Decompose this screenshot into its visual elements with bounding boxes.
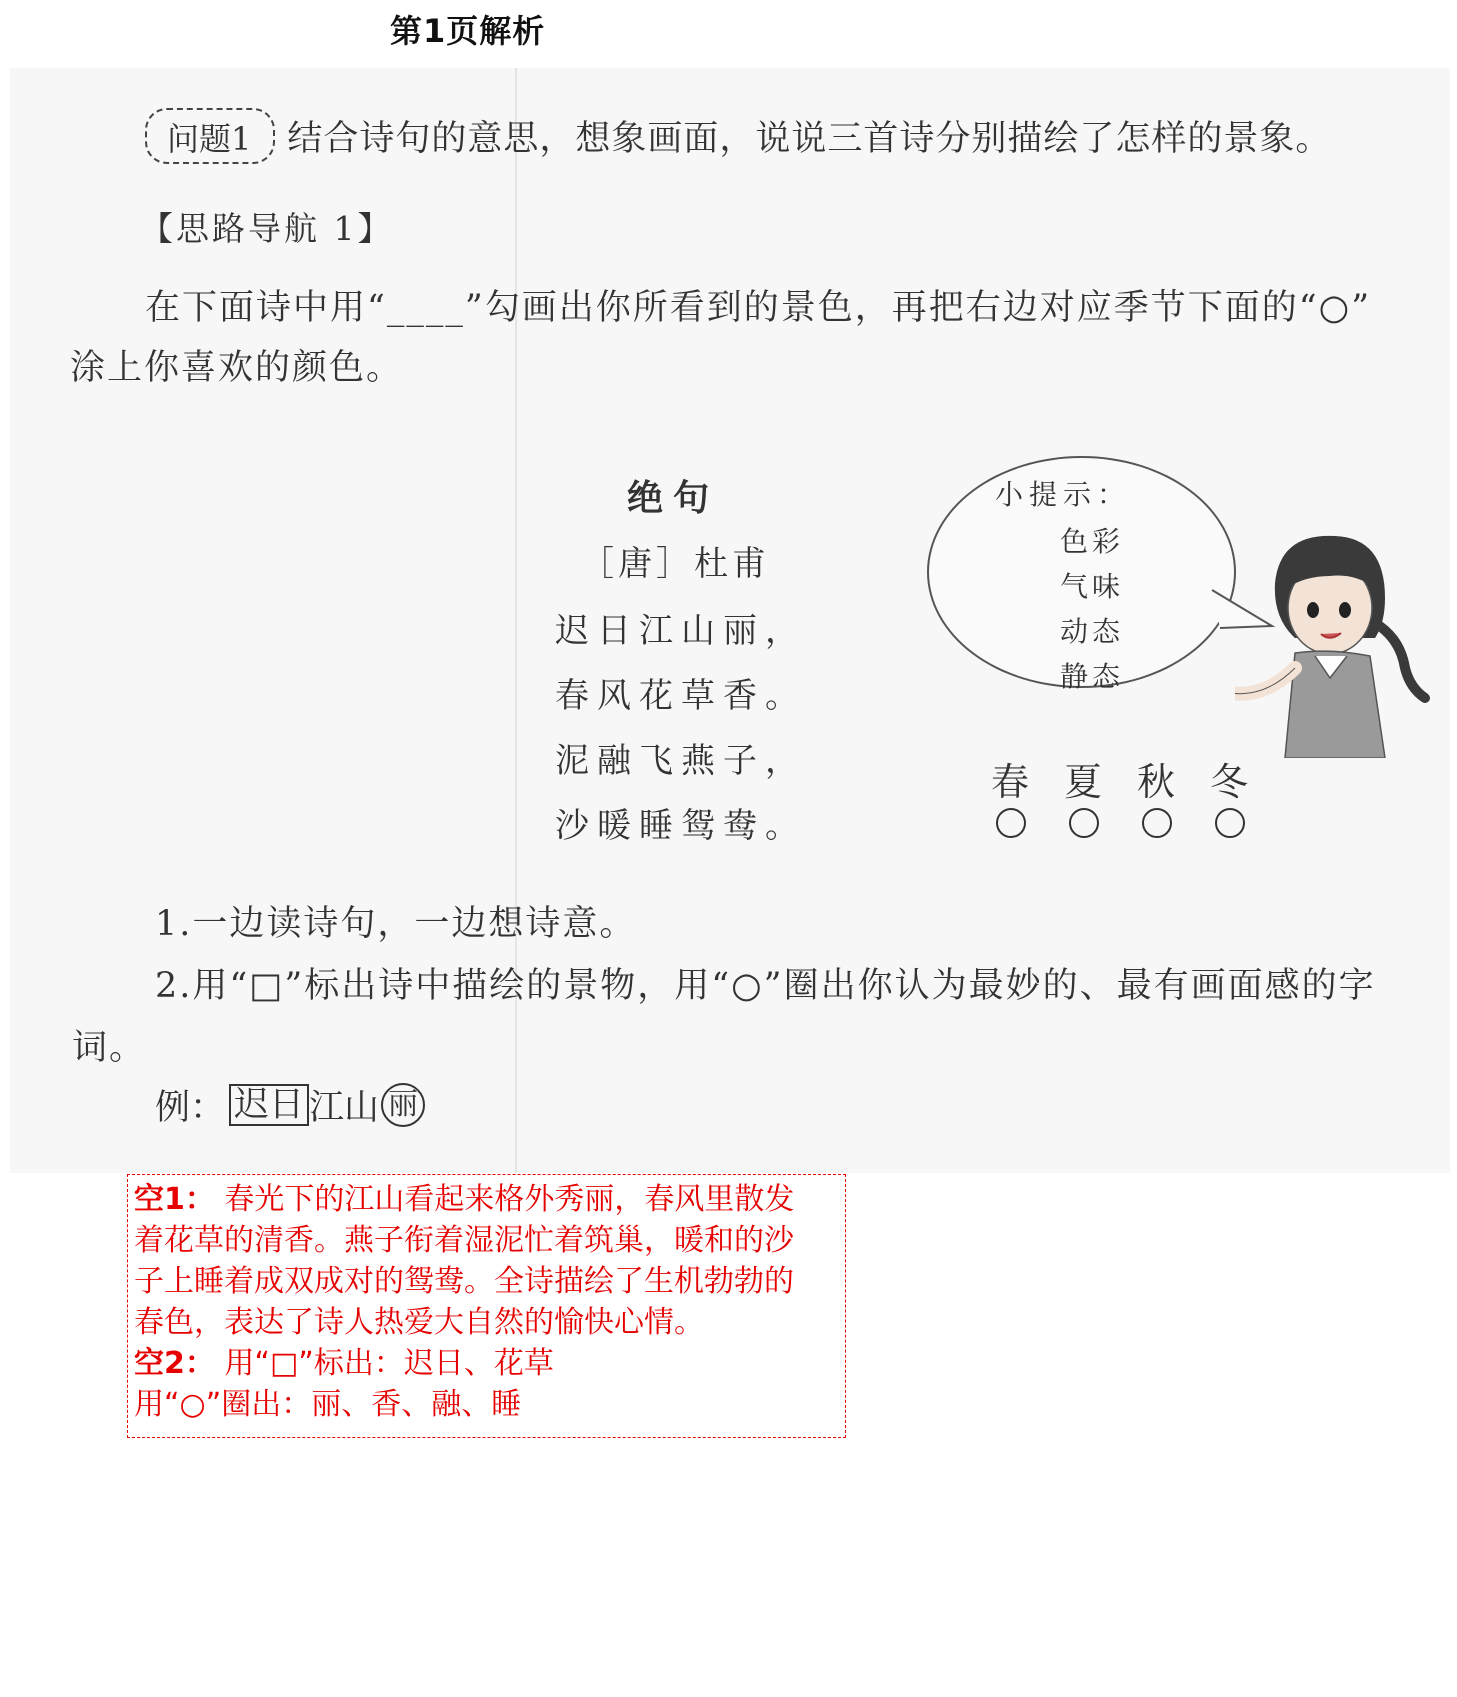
answer-box <box>127 1174 846 1438</box>
season-spring: 春 <box>990 760 1029 804</box>
tip-item-still: 静态 <box>1060 660 1125 693</box>
example-row <box>155 1080 425 1130</box>
poem-line-4: 沙暖睡鸳鸯。 <box>555 806 807 846</box>
poem-author: ［唐］杜甫 <box>580 544 770 584</box>
poem-line-1: 迟日江山丽， <box>555 611 807 651</box>
example-plain-word: 江山 <box>309 1088 380 1128</box>
question-badge: 问题1 <box>145 108 275 164</box>
task-1: 1.一边读诗句，一边想诗意。 <box>155 904 637 944</box>
nav-heading: 【思路导航 1】 <box>140 209 394 248</box>
page-title: 第1页解析 <box>390 12 546 50</box>
answer-blank-1-line-1 <box>134 1179 839 1220</box>
poem-line-3: 泥融飞燕子， <box>555 741 807 781</box>
season-winter-circle-icon <box>1215 808 1245 838</box>
example-circled-word: 丽 <box>381 1083 425 1127</box>
instruction-line-1: 在下面诗中用“____”勾画出你所看到的景色，再把右边对应季节下面的“○” <box>145 288 1372 328</box>
answer-blank-1-label: 空1： <box>134 1182 215 1217</box>
poem-line-2: 春风花草香。 <box>555 676 807 716</box>
season-autumn-circle-icon <box>1142 808 1172 838</box>
answer-blank-2-line-1 <box>134 1343 839 1384</box>
instruction-line-2: 涂上你喜欢的颜色。 <box>70 348 404 388</box>
question-text: 结合诗句的意思，想象画面，说说三首诗分别描绘了怎样的景象。 <box>287 119 1332 159</box>
task-2-line-1: 2.用“□”标出诗中描绘的景物，用“○”圈出你认为最妙的、最有画面感的字 <box>155 966 1376 1006</box>
answer-blank-2-text-1: 用“□”标出：迟日、花草 <box>224 1346 554 1381</box>
answer-blank-2-line-2: 用“○”圈出：丽、香、融、睡 <box>134 1387 522 1422</box>
question-row <box>145 108 1331 164</box>
textbook-scan <box>10 68 1450 1173</box>
tip-item-smell: 气味 <box>1060 570 1125 603</box>
girl-illustration-icon <box>1235 528 1435 758</box>
example-prefix: 例： <box>155 1088 226 1128</box>
answer-blank-1-line-4: 春色，表达了诗人热爱大自然的愉快心情。 <box>134 1305 704 1340</box>
task-2-line-2: 词。 <box>72 1028 147 1068</box>
example-boxed-word: 迟日 <box>229 1084 309 1126</box>
tips-title: 小提示： <box>995 478 1132 511</box>
season-summer-circle-icon <box>1069 808 1099 838</box>
season-winter: 冬 <box>1209 760 1248 804</box>
answer-blank-1-line-3: 子上睡着成双成对的鸳鸯。全诗描绘了生机勃勃的 <box>134 1264 794 1299</box>
poem-title: 绝句 <box>627 477 720 519</box>
tip-item-color: 色彩 <box>1060 525 1125 558</box>
answer-blank-2-label: 空2： <box>134 1346 215 1381</box>
answer-blank-1-line-2: 着花草的清香。燕子衔着湿泥忙着筑巢，暖和的沙 <box>134 1223 794 1258</box>
season-autumn: 秋 <box>1136 760 1175 804</box>
season-spring-circle-icon <box>996 808 1026 838</box>
season-summer: 夏 <box>1063 760 1102 804</box>
tip-item-motion: 动态 <box>1060 615 1125 648</box>
answer-blank-1-text-1: 春光下的江山看起来格外秀丽，春风里散发 <box>224 1182 795 1217</box>
